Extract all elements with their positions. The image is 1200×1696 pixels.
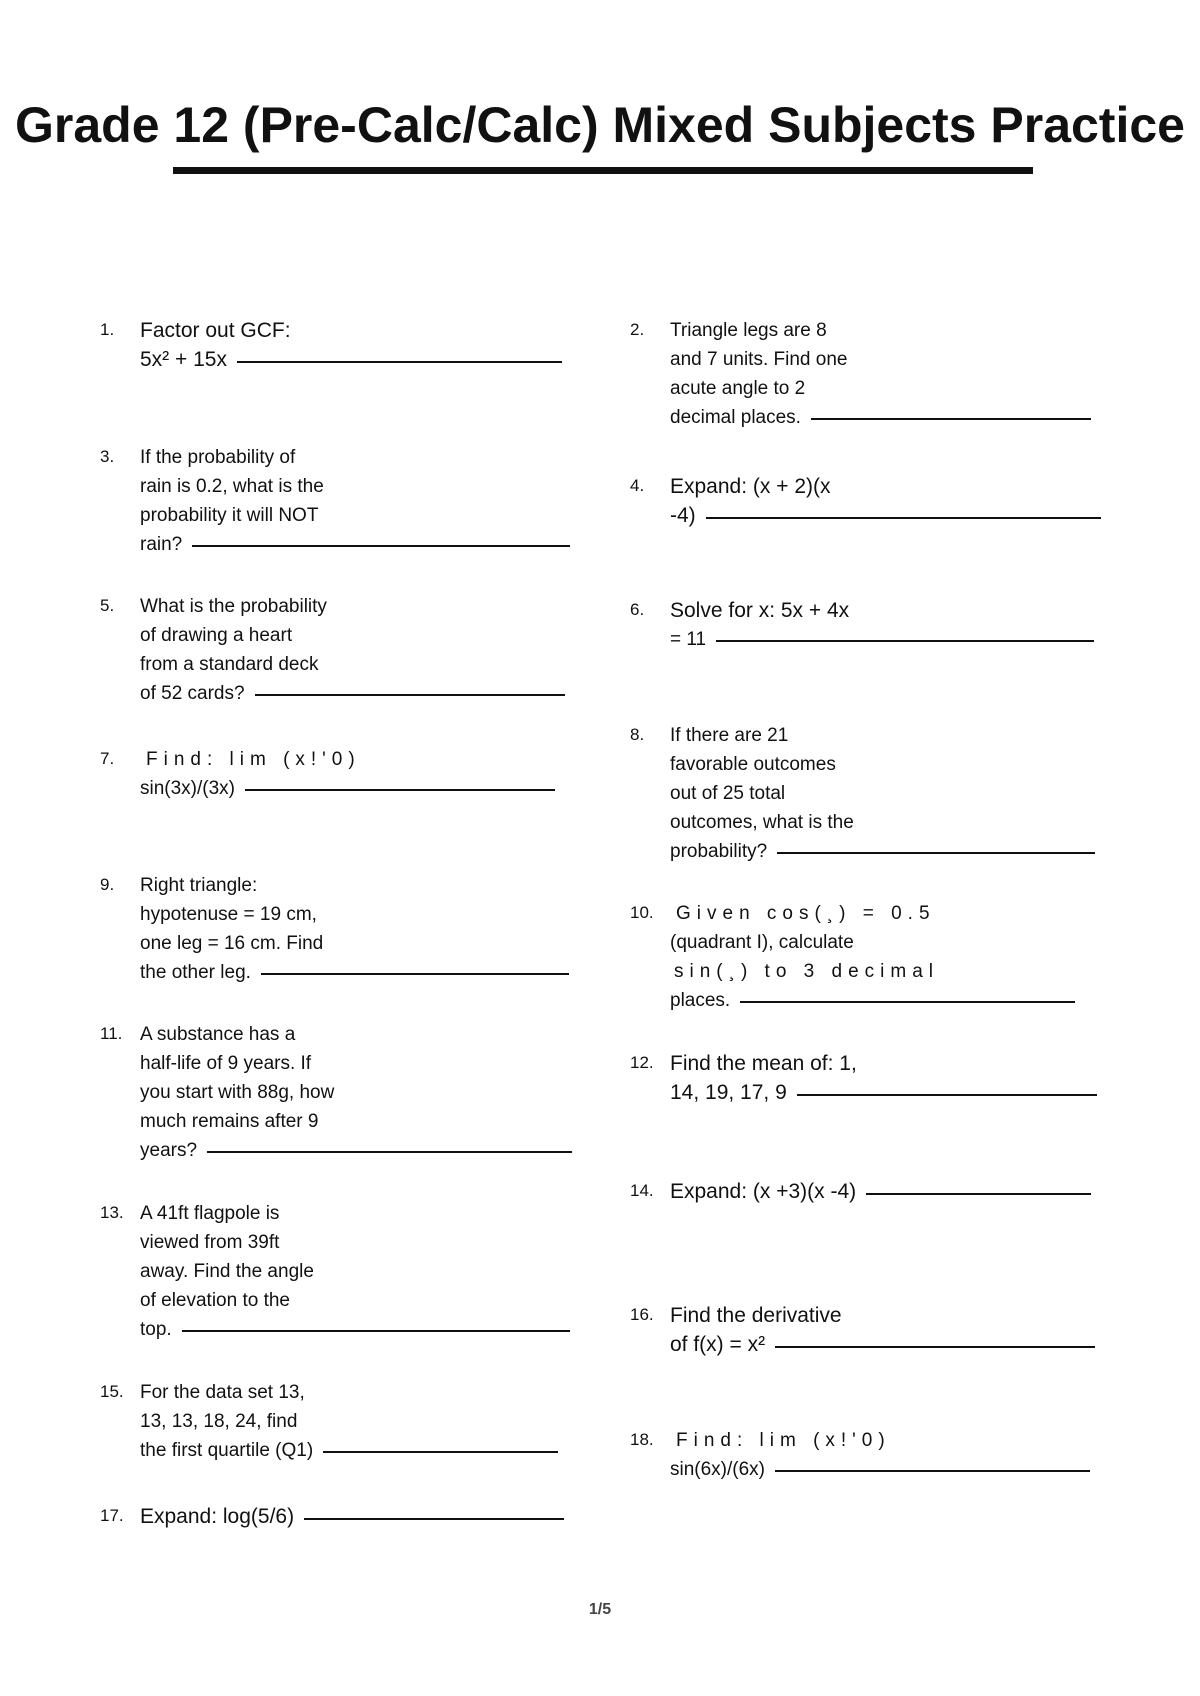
question-text: the other leg. <box>140 962 251 983</box>
question-text: favorable outcomes <box>670 754 836 775</box>
question-text: sin(3x)/(3x) <box>140 778 236 799</box>
question-number: 4. <box>630 476 645 495</box>
question-text: sin(6x)/(6x) <box>670 1459 766 1480</box>
question-number: 3. <box>100 447 115 466</box>
question-text: 14, 19, 17, 9 <box>670 1081 787 1104</box>
question-number: 15. <box>100 1382 124 1401</box>
question-text: Expand: log(5/6) <box>140 1505 295 1528</box>
question-text: Find the derivative <box>670 1304 842 1327</box>
question-text: Find: lim (x!'0) <box>676 1430 891 1451</box>
question-text: 13, 13, 18, 24, find <box>140 1411 298 1432</box>
question-text: rain? <box>140 534 183 555</box>
answer-blank[interactable] <box>797 1094 1097 1096</box>
question-text: Find: lim (x!'0) <box>146 749 361 770</box>
question-text: from a standard deck <box>140 654 319 675</box>
answer-blank[interactable] <box>777 852 1095 854</box>
question-text: Right triangle: <box>140 875 258 896</box>
question-text: and 7 units. Find one <box>670 349 848 370</box>
question-text: of f(x) = x² <box>670 1333 766 1356</box>
question-text: probability? <box>670 841 768 862</box>
question-text: Expand: (x +3)(x -4) <box>670 1180 857 1203</box>
answer-blank[interactable] <box>237 361 562 363</box>
question-text: decimal places. <box>670 407 801 428</box>
question-text: out of 25 total <box>670 783 786 804</box>
question-number: 13. <box>100 1203 124 1222</box>
answer-blank[interactable] <box>192 545 570 547</box>
question-text: of elevation to the <box>140 1290 290 1311</box>
answer-blank[interactable] <box>866 1193 1091 1195</box>
question-text: one leg = 16 cm. Find <box>140 933 324 954</box>
question-number: 5. <box>100 596 115 615</box>
question-number: 6. <box>630 600 645 619</box>
question-number: 9. <box>100 875 115 894</box>
question-text: A 41ft flagpole is <box>140 1203 280 1224</box>
question-number: 7. <box>100 749 115 768</box>
question-text: probability it will NOT <box>140 505 319 526</box>
question-text: half-life of 9 years. If <box>140 1053 312 1074</box>
question-text: (quadrant I), calculate <box>670 932 854 953</box>
question-text: A substance has a <box>140 1024 296 1045</box>
question-text: places. <box>670 990 731 1011</box>
question-text: 5x² + 15x <box>140 348 227 371</box>
question-text: rain is 0.2, what is the <box>140 476 324 497</box>
question-text: Expand: (x + 2)(x <box>670 475 831 498</box>
page-number: 1/5 <box>588 1601 612 1618</box>
question-number: 2. <box>630 320 645 339</box>
question-text: Find the mean of: 1, <box>670 1052 857 1075</box>
answer-blank[interactable] <box>740 1001 1075 1003</box>
answer-blank[interactable] <box>304 1518 564 1520</box>
answer-blank[interactable] <box>811 418 1091 420</box>
question-text: of 52 cards? <box>140 683 245 704</box>
question-text: For the data set 13, <box>140 1382 305 1403</box>
page-title: Grade 12 (Pre-Calc/Calc) Mixed Subjects Practice <box>15 97 1185 153</box>
question-text: the first quartile (Q1) <box>140 1440 314 1461</box>
answer-blank[interactable] <box>255 694 565 696</box>
answer-blank[interactable] <box>775 1346 1095 1348</box>
question-text: top. <box>140 1319 172 1340</box>
question-text: hypotenuse = 19 cm, <box>140 904 317 925</box>
title-underline <box>173 167 1033 174</box>
answer-blank[interactable] <box>182 1330 570 1332</box>
question-text: What is the probability <box>140 596 327 617</box>
answer-blank[interactable] <box>323 1451 558 1453</box>
question-number: 8. <box>630 725 645 744</box>
question-text: acute angle to 2 <box>670 378 806 399</box>
question-number: 11. <box>100 1024 123 1043</box>
question-text: If there are 21 <box>670 725 789 746</box>
question-text: of drawing a heart <box>140 625 293 646</box>
question-number: 18. <box>630 1430 654 1449</box>
answer-blank[interactable] <box>706 517 1101 519</box>
question-number: 16. <box>630 1305 654 1324</box>
answer-blank[interactable] <box>245 789 555 791</box>
question-text: much remains after 9 <box>140 1111 319 1132</box>
question-text: = 11 <box>670 629 707 650</box>
question-text: sin(¸) to 3 decimal <box>674 961 939 982</box>
question-text: If the probability of <box>140 447 296 468</box>
question-number: 10. <box>630 903 654 922</box>
question-number: 17. <box>100 1506 124 1525</box>
question-text: years? <box>140 1140 198 1161</box>
answer-blank[interactable] <box>775 1470 1090 1472</box>
answer-blank[interactable] <box>716 640 1094 642</box>
question-number: 12. <box>630 1053 654 1072</box>
answer-blank[interactable] <box>207 1151 572 1153</box>
question-text: Triangle legs are 8 <box>670 320 827 341</box>
question-text: Solve for x: 5x + 4x <box>670 599 850 622</box>
question-text: Factor out GCF: <box>140 319 291 342</box>
question-text: -4) <box>670 504 696 527</box>
question-number: 14. <box>630 1181 654 1200</box>
answer-blank[interactable] <box>261 973 569 975</box>
question-text: away. Find the angle <box>140 1261 314 1282</box>
question-text: outcomes, what is the <box>670 812 854 833</box>
question-text: Given cos(¸) = 0.5 <box>676 903 936 924</box>
question-number: 1. <box>100 320 115 339</box>
question-text: viewed from 39ft <box>140 1232 280 1253</box>
question-text: you start with 88g, how <box>140 1082 335 1103</box>
